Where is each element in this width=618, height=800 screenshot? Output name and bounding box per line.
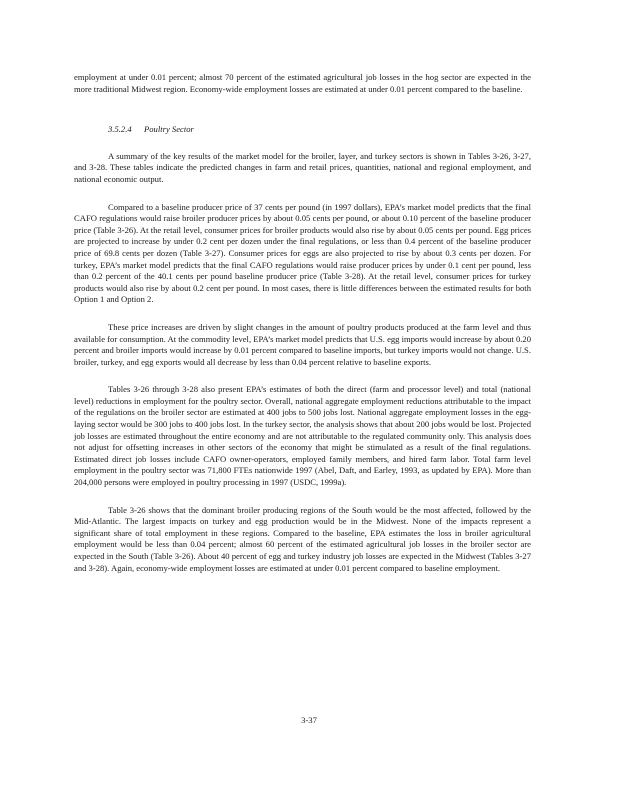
section-number: 3.5.2.4 bbox=[108, 124, 132, 135]
paragraph-prices: Compared to a baseline producer price of 37 cents per pound (in 1997 dollars), EPA’s market model predicts that the final CAFO regulations would raise broiler producer prices by about 0.05 cents per pound, or about 0.10 percent of the baseline producer price (Table 3-26). At the retail level, consumer prices for broiler products would also rise by about 0.05 cents per pound. Egg prices are projected to increase by under 0.2 cent per dozen under the final regulations, or less than 0.4 percent of the baseline producer price of 69.8 cents per dozen (Table 3-27). Consumer prices for eggs are also projected to rise by about 0.3 cents per dozen. For turkey, EPA’s market model predicts that the final CAFO regulations would raise producer prices by under 0.1 cent per pound, less than 0.2 percent of the 40.1 cents per pound baseline producer price (Table 3-28). At the retail level, consumer prices for turkey products would also rise by about 0.2 cent per pound. In most cases, there is little differences between the estimated results for both Option 1 and Option 2. bbox=[74, 201, 531, 305]
paragraph-employment: Tables 3-26 through 3-28 also present EPA’s estimates of both the direct (farm and processor level) and total (national level) reductions in employment for the poultry sector. Overall, national aggregate employment reductions attributable to the impact of the regulations on the broiler sector are estimated at 400 jobs to 500 jobs lost. National aggregate employment losses in the egg-laying sector would be 300 jobs to 400 jobs lost. In the turkey sector, the analysis shows that about 200 jobs would be lost. Projected job losses are estimated throughout the entire economy and are not attributable to the regulated community only. This analysis does not adjust for offsetting increases in other sectors of the economy that might be stimulated as a result of the final regulations. Estimated direct job losses include CAFO owner-operators, employed family members, and hired farm labor. Total farm level employment in the poultry sector was 71,800 FTEs nationwide 1997 (Abel, Daft, and Earley, 1993, as updated by EPA). More than 204,000 persons were employed in poultry processing in 1997 (USDC, 1999a). bbox=[74, 384, 531, 488]
paragraph-hog-employment: employment at under 0.01 percent; almost 70 percent of the estimated agricultural job losses in the hog sector are expected in the more traditional Midwest region. Economy-wide employment losses are estimated at under 0.01 percent compared to the baseline. bbox=[74, 72, 531, 94]
paragraph-summary: A summary of the key results of the market model for the broiler, layer, and turkey sectors is shown in Tables 3-26, 3-27, and 3-28. These tables indicate the predicted changes in farm and retail prices, quantities, national and regional employment, and national economic output. bbox=[74, 150, 531, 184]
section-title: Poultry Sector bbox=[144, 124, 194, 135]
page-number: 3-37 bbox=[301, 715, 317, 725]
document-body bbox=[74, 72, 531, 574]
paragraph-regional: Table 3-26 shows that the dominant broiler producing regions of the South would be the most affected, followed by the Mid-Atlantic. The largest impacts on turkey and egg production would be in the Midwest. None of the impacts represent a significant share of total employment in these regions. Compared to the baseline, EPA estimates the loss in broiler agricultural employment would be less than 0.04 percent; almost 60 percent of the estimated agricultural job losses in the broiler sector are expected in the South (Table 3-26). About 40 percent of egg and turkey industry job losses are expected in the Midwest (Tables 3-27 and 3-28). Again, economy-wide employment losses are estimated at under 0.01 percent compared to baseline employment. bbox=[74, 504, 531, 573]
paragraph-price-drivers: These price increases are driven by slight changes in the amount of poultry products produced at the farm level and thus available for consumption. At the commodity level, EPA’s market model predicts that U.S. egg imports would increase by about 0.20 percent and broiler imports would increase by 0.01 percent compared to baseline imports, but turkey imports would not change. U.S. broiler, turkey, and egg exports would all decrease by less than 0.04 percent relative to baseline exports. bbox=[74, 321, 531, 367]
section-heading bbox=[108, 124, 531, 136]
